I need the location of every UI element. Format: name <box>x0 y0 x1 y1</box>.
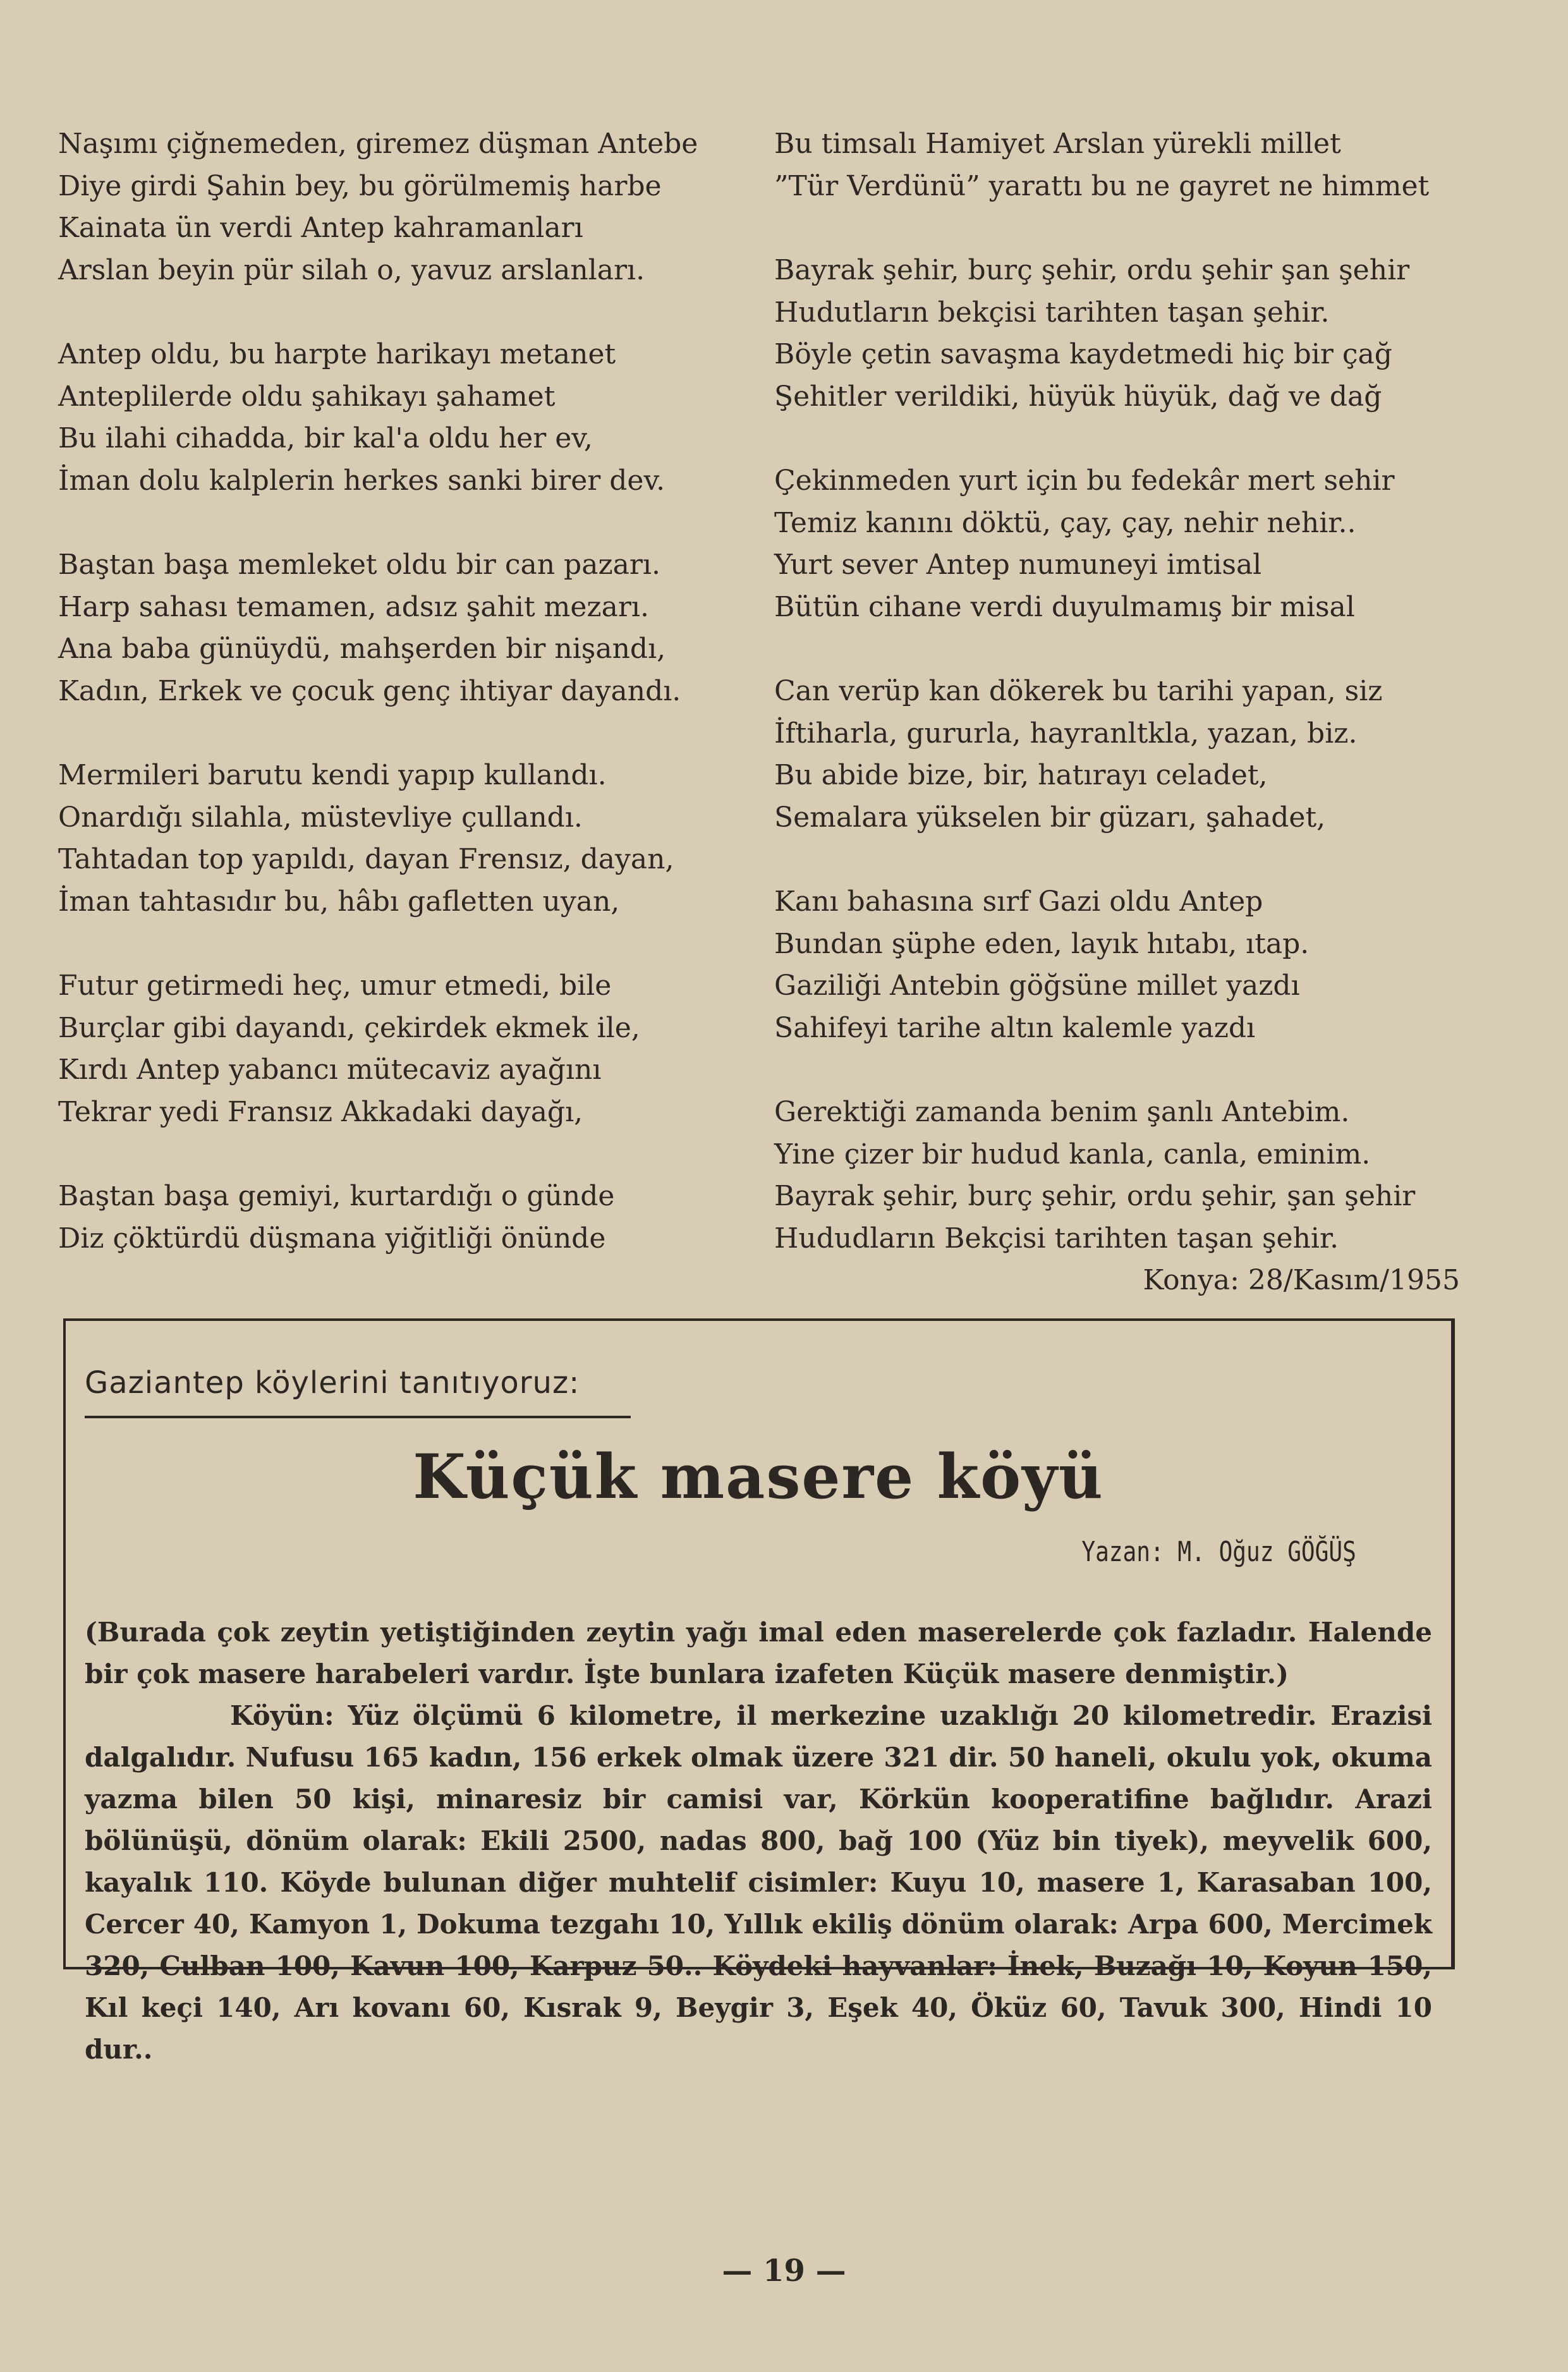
poem-line: Tahtadan top yapıldı, dayan Frensız, dayan, <box>58 843 674 875</box>
poem-line: Anteplilerde oldu şahikayı şahamet <box>58 380 556 413</box>
poem-stanza <box>58 1176 760 1260</box>
article-title: Küçük masere köyü <box>413 1441 1104 1512</box>
poem-line: Şehitler verildiki, hüyük hüyük, dağ ve dağ <box>774 380 1382 413</box>
page-number: — 19 — <box>722 2253 846 2289</box>
poem-line: Diye girdi Şahin bey, bu görülmemiş harbe <box>58 169 662 202</box>
poem-line: Bu ilahi cihadda, bir kal'a oldu her ev, <box>58 422 593 454</box>
poem-stanza <box>58 544 760 712</box>
poem-stanza <box>58 755 760 923</box>
poem-line: Antep oldu, bu harpte harikayı metanet <box>58 338 616 370</box>
poem-line: Kadın, Erkek ve çocuk genç ihtiyar dayandı. <box>58 674 681 707</box>
poem-line: Kanı bahasına sırf Gazi oldu Antep <box>774 885 1263 918</box>
poem-line: Bayrak şehir, burç şehir, ordu şehir, şan şehir <box>774 1180 1416 1212</box>
poem-stanza <box>58 334 760 502</box>
poem-line: Onardığı silahla, müstevliye çullandı. <box>58 801 583 834</box>
poem-stanza <box>774 1092 1460 1302</box>
poem-line: Harp sahası temamen, adsız şahit mezarı. <box>58 590 649 623</box>
article-paragraph: Köyün: Yüz ölçümü 6 kilometre, il merkezine uzaklığı 20 kilometredir. Erazisi dalgalıdır. Nufusu 165 kadın, 156 erkek olmak üzere 321 dir. 50 haneli, okulu yok, okuma yazma bilen 50 kişi, minaresiz bir camisi var, Körkün kooperatifine bağlıdır. Arazi bölünüşü, dönüm olarak: Ekili 2500, nadas 800, bağ 100 (Yüz bin tiyek), meyvelik 600, kayalık 110. Köyde bulunan diğer muhtelif cisimler: Kuyu 10, masere 1, Karasaban 100, Cercer 40, Kamyon 1, Dokuma tezgahı 10, Yıllık ekiliş dönüm olarak: Arpa 600, Mercimek 320, Culban 100, Kavun 100, Karpuz 50.. Köydeki hayvanlar: İnek, Buzağı 10, Koyun 150, Kıl keçi 140, Arı kovanı 60, Kısrak 9, Beygir 3, Eşek 40, Öküz 60, Tavuk 300, Hindi 10 dur.. <box>85 1700 1432 2065</box>
poem-line: Arslan beyin pür silah o, yavuz arslanları. <box>58 253 645 286</box>
poem-line: Bu timsalı Hamiyet Arslan yürekli millet <box>774 128 1341 160</box>
poem-line: Gaziliği Antebin göğsüne millet yazdı <box>774 970 1300 1002</box>
poem-line: Temiz kanını döktü, çay, çay, nehir nehir.. <box>774 506 1356 539</box>
poem-line: Futur getirmedi heç, umur etmedi, bile <box>58 970 612 1002</box>
poem-line: Bundan şüphe eden, layık hıtabı, ıtap. <box>774 927 1310 960</box>
poem-line: Çekinmeden yurt için bu fedekâr mert sehir <box>774 465 1395 497</box>
poem-line: Tekrar yedi Fransız Akkadaki dayağı, <box>58 1095 583 1128</box>
poem-line: İman tahtasıdır bu, hâbı gafletten uyan, <box>58 885 620 918</box>
poem-stanza <box>58 123 760 291</box>
poem-line: Baştan başa gemiyi, kurtardığı o günde <box>58 1180 615 1212</box>
poem-line: Hududların Bekçisi tarihten taşan şehir. <box>774 1222 1339 1255</box>
poem-stanza <box>774 881 1460 1049</box>
poem-date: Konya: 28/Kasım/1955 <box>1143 1264 1460 1296</box>
poem-line: Ana baba günüydü, mahşerden bir nişandı, <box>58 633 666 665</box>
poem-line: İman dolu kalplerin herkes sanki birer dev. <box>58 464 665 497</box>
poem-line: Sahifeyi tarihe altın kalemle yazdı <box>774 1011 1256 1044</box>
poem-line: Bütün cihane verdi duyulmamış bir misal <box>774 590 1355 623</box>
poem-line: ”Tür Verdünü” yarattı bu ne gayret ne himmet <box>774 169 1430 202</box>
article-paragraph: (Burada çok zeytin yetiştiğinden zeytin yağı imal eden maserelerde çok fazladır. Halende bir çok masere harabeleri vardır. İşte bunlara izafeten Küçük masere denmiştir.) <box>85 1617 1432 1689</box>
poem-stanza <box>774 671 1460 839</box>
poem-line: Burçlar gibi dayandı, çekirdek ekmek ile, <box>58 1011 640 1044</box>
poem-line: Diz çöktürdü düşmana yiğitliği önünde <box>58 1222 606 1255</box>
poem-line: Yurt sever Antep numuneyi imtisal <box>774 549 1262 581</box>
poem-line: Hudutların bekçisi tarihten taşan şehir. <box>774 296 1330 329</box>
article-box <box>63 1318 1455 2065</box>
poem-line: Kainata ün verdi Antep kahramanları <box>58 212 583 244</box>
poem-right-column <box>774 123 1460 1302</box>
poem-line: Can verüp kan dökerek bu tarihi yapan, siz <box>774 675 1383 707</box>
poem-line: Baştan başa memleket oldu bir can pazarı. <box>58 549 660 581</box>
poem-line: Naşımı çiğnemeden, giremez düşman Antebe <box>58 128 698 160</box>
article-byline: Yazan: M. Oğuz GÖĞÜŞ <box>1081 1536 1356 1568</box>
poem-line: İftiharla, gururla, hayranltkla, yazan, biz. <box>774 717 1358 750</box>
section-label: Gaziantep köylerini tanıtıyoruz: <box>85 1365 580 1401</box>
poem-stanza <box>58 965 760 1133</box>
article-body <box>85 1612 1432 2071</box>
poem-line: Böyle çetin savaşma kaydetmedi hiç bir çağ <box>774 338 1392 370</box>
poem-line: Yine çizer bir hudud kanla, canla, eminim. <box>774 1138 1371 1171</box>
poem-line: Bu abide bize, bir, hatırayı celadet, <box>774 759 1268 791</box>
poem-line: Kırdı Antep yabancı mütecaviz ayağını <box>58 1054 602 1086</box>
poem-line: Gerektiği zamanda benim şanlı Antebim. <box>774 1096 1350 1128</box>
poem-line: Semalara yükselen bir güzarı, şahadet, <box>774 801 1326 834</box>
poem-stanza <box>774 123 1460 207</box>
poem-line: Mermileri barutu kendi yapıp kullandı. <box>58 759 607 791</box>
poem-stanza <box>774 250 1460 418</box>
poem-left-column <box>58 123 760 1302</box>
section-underline <box>85 1416 631 1418</box>
poem-stanza <box>774 460 1460 628</box>
poem-line: Bayrak şehir, burç şehir, ordu şehir şan şehir <box>774 254 1410 286</box>
